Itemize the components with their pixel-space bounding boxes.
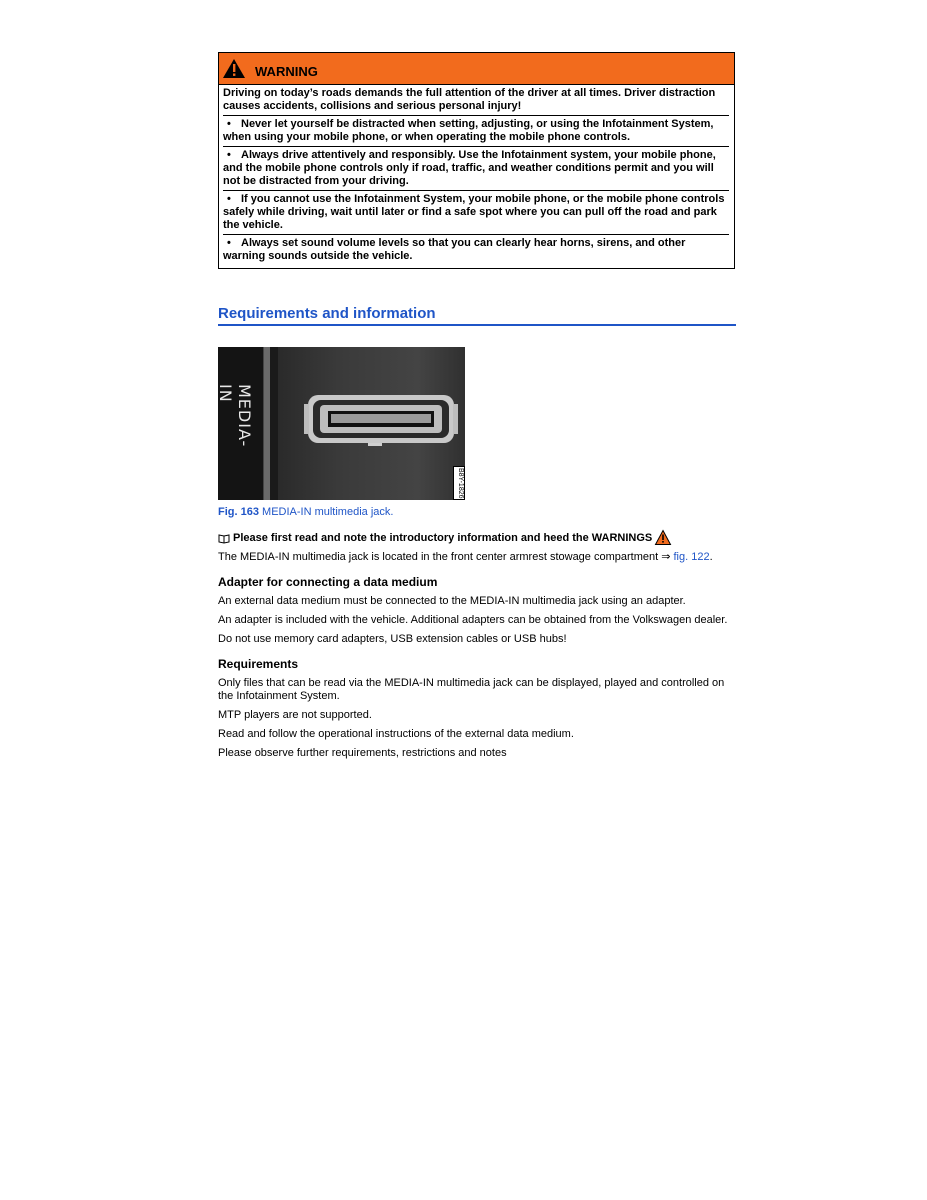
warning-item: • If you cannot use the Infotainment System, your mobile phone, or the mobile phone controls safely while driving, wait until later or find a safe spot where you can pull off the road and park the vehicle. bbox=[223, 190, 729, 234]
warning-triangle-icon bbox=[223, 59, 245, 78]
bullet: • bbox=[227, 118, 231, 130]
warning-item: • Always set sound volume levels so that you can clearly hear horns, sirens, and other warning sounds outside the vehicle. bbox=[223, 234, 729, 265]
paragraph: Please observe further requirements, restrictions and notes bbox=[218, 747, 507, 759]
adapter-heading: Adapter for connecting a data medium bbox=[218, 575, 438, 589]
paragraph: An adapter is included with the vehicle. Additional adapters can be obtained from the Volkswagen dealer. bbox=[218, 614, 728, 626]
image-code: B8Y-1826 bbox=[453, 466, 465, 500]
warning-item: • Never let yourself be distracted when setting, adjusting, or using the Infotainment System, when using your mobile phone, or when operating the mobile phone controls. bbox=[223, 115, 729, 146]
figure-caption: Fig. 163 MEDIA-IN multimedia jack. bbox=[218, 506, 394, 518]
warning-title: WARNING bbox=[255, 64, 318, 79]
book-icon bbox=[218, 533, 230, 543]
intro-line: Please first read and note the introductory information and heed the WARNINGS bbox=[218, 530, 735, 545]
paragraph: Read and follow the operational instructions of the external data medium. bbox=[218, 728, 574, 740]
warning-triangle-icon bbox=[655, 530, 671, 545]
figure-link[interactable]: fig. 122 bbox=[673, 551, 710, 563]
paragraph: Only files that can be read via the MEDIA-IN multimedia jack can be displayed, played and controlled on the Infotainment System. bbox=[218, 677, 725, 702]
warning-intro: Driving on today’s roads demands the full attention of the driver at all times. Driver distraction causes accidents, collisions and serious personal injury! bbox=[223, 87, 716, 112]
paragraph: MTP players are not supported. bbox=[218, 709, 372, 721]
bullet: • bbox=[227, 193, 231, 205]
requirements-heading: Requirements bbox=[218, 657, 299, 671]
bullet: • bbox=[227, 237, 231, 249]
image-label: MEDIA-IN bbox=[216, 384, 254, 448]
warning-body bbox=[219, 85, 734, 268]
paragraph: Do not use memory card adapters, USB extension cables or USB hubs! bbox=[218, 633, 567, 645]
manual-page bbox=[218, 52, 735, 760]
media-in-jack-image bbox=[218, 347, 465, 500]
bullet: • bbox=[227, 149, 231, 161]
connector-port-icon bbox=[218, 347, 465, 500]
warning-item: • Always drive attentively and responsibly. Use the Infotainment system, your mobile phone, and the mobile phone controls only if road, traffic, and weather conditions permit and you will not be distracted from your driving. bbox=[223, 146, 729, 190]
paragraph: An external data medium must be connected to the MEDIA-IN multimedia jack using an adapter. bbox=[218, 595, 686, 607]
jack-location-text: The MEDIA-IN multimedia jack is located in the front center armrest stowage compartment ⇒ fig. 122. bbox=[218, 551, 713, 563]
warning-box bbox=[218, 52, 735, 269]
section-title: Requirements and information bbox=[218, 305, 736, 326]
warning-header bbox=[219, 53, 734, 85]
